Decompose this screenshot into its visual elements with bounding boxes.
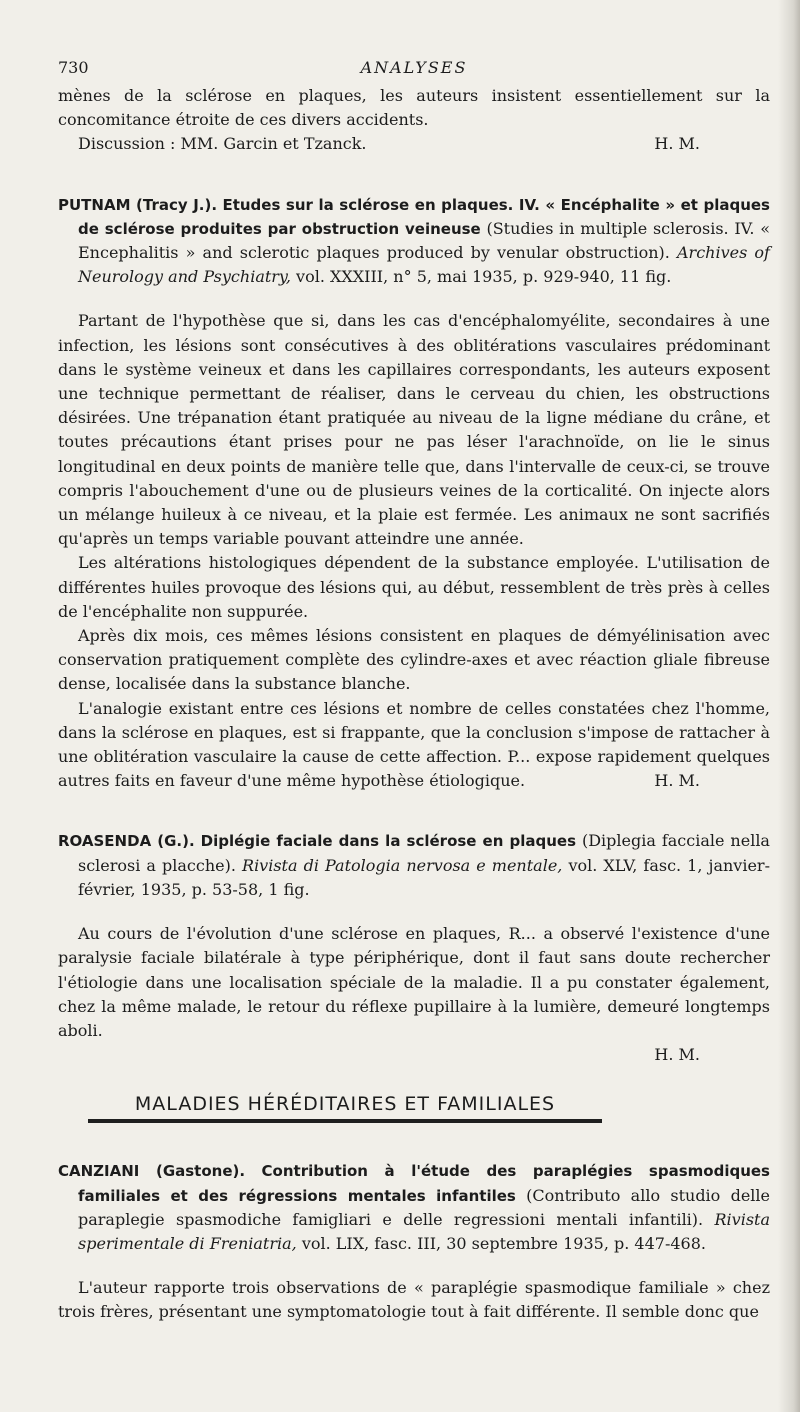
paragraph: Après dix mois, ces mêmes lésions consistent en plaques de démyélinisation avec conservation pratiquement complète des cylindre-axes et avec réaction gliale fibreuse dense, localisée dans la substance blanche. <box>58 626 770 694</box>
discussion-line <box>58 132 770 156</box>
intro-text: mènes de la sclérose en plaques, les auteurs insistent essentiellement sur la concomitance étroite de ces divers accidents. <box>58 86 770 130</box>
original-title: (Contributo allo studio delle paraplegie spasmodiche famigliari e delle regressioni mentali infantili). <box>78 1185 771 1229</box>
author: CANZIANI (Gastone). <box>58 1162 246 1181</box>
paragraph: Les altérations histologiques dépendent de la substance employée. L'utilisation de différentes huiles provoque des lésions qui, au début, ressemblent de très près à celles de l'encéphalite non suppurée. <box>58 553 770 621</box>
page <box>58 50 770 1325</box>
article-title: Etudes sur la sclérose en plaques. IV. « Encéphalite » et plaques de sclérose produites par obstruction veineuse <box>78 195 770 238</box>
citation-details: vol. XLV, fasc. 1, janvier-février, 1935, p. 53-58, 1 fig. <box>78 855 770 899</box>
citation-details: vol. LIX, fasc. III, 30 septembre 1935, p. 447-468. <box>301 1233 706 1253</box>
original-title: (Studies in multiple sclerosis. IV. « Encephalitis » and sclerotic plaques produced by venular obstruction). <box>78 218 771 263</box>
paragraph <box>58 697 770 794</box>
roasenda-reference <box>58 829 770 902</box>
paragraph: Partant de l'hypothèse que si, dans les cas d'encéphalomyélite, secondaires à une infection, les lésions sont consécutives à des oblitérations vasculaires prédominant dans le système veineux et dans les capillaires correspondants, les auteurs exposent une technique permettant de réaliser, dans le cerveau du chien, les obstructions désirées. Une trépanation étant pratiquée au niveau de la ligne médiane du crâne, et toutes précautions étant prises pour ne pas léser l'arachnoïde, on lie le sinus longitudinal en deux points de manière telle que, dans l'intervalle de ceux-ci, se trouve compris l'abouchement d'une ou de plusieurs veines de la corticalité. On injecte alors un mélange huileux à ce niveau, et la plaie est fermée. Les animaux ne sont sacrifiés qu'après un temps variable pouvant atteindre une année. <box>58 311 770 549</box>
discussion-text: Discussion : MM. Garcin et Tzanck. <box>78 134 367 154</box>
running-title: ANALYSES <box>360 58 468 77</box>
journal-name: Archives of Neurology and Psychiatry, <box>78 243 770 287</box>
paragraph-text: L'analogie existant entre ces lésions et nombre de celles constatées chez l'homme, dans la sclérose en plaques, est si frappante, que la conclusion s'impose de rattacher à une oblitération vasculaire la cause de cette affection. P... expose rapidement quelques autres faits en faveur d'une même hypothèse étiologique. <box>58 698 770 791</box>
article-title: Diplégie faciale dans la sclérose en plaques <box>200 832 577 851</box>
putnam-reference <box>58 193 770 290</box>
author: ROASENDA (G.). <box>58 832 195 851</box>
article-title: Contribution à l'étude des paraplégies spasmodiques familiales et des régressions mentales infantiles <box>78 1162 770 1205</box>
page-edge-shadow <box>778 0 800 1412</box>
author: PUTNAM (Tracy J.). <box>58 195 218 214</box>
journal-name: Rivista di Patologia nervosa e mentale, <box>242 855 563 875</box>
signature: H. M. <box>654 134 700 154</box>
section-heading: MALADIES HÉRÉDITAIRES ET FAMILIALES <box>88 1093 602 1123</box>
page-number: 730 <box>58 58 89 77</box>
signature: H. M. <box>654 1045 700 1065</box>
canziani-reference <box>58 1159 770 1256</box>
original-title: (Diplegia facciale nella sclerosi a placche). <box>78 831 770 875</box>
citation-details: vol. XXXIII, n° 5, mai 1935, p. 929-940, 11 fig. <box>296 267 672 287</box>
signature: H. M. <box>654 771 700 791</box>
paragraph: L'auteur rapporte trois observations de « paraplégie spasmodique familiale » chez trois frères, présentant une symptomatologie tout à fait différente. Il semble donc que <box>58 1278 770 1322</box>
journal-name: Rivista sperimentale di Freniatria, <box>78 1209 770 1253</box>
paragraph: Au cours de l'évolution d'une sclérose en plaques, R... a observé l'existence d'une paralysie faciale bilatérale à type périphérique, dont il faut sans doute rechercher l'étiologie dans une localisation spéciale de la maladie. Il a pu constater également, chez la même malade, le retour du réflexe pupillaire à la lumière, demeuré longtemps aboli. <box>58 924 770 1040</box>
running-header <box>58 50 770 84</box>
